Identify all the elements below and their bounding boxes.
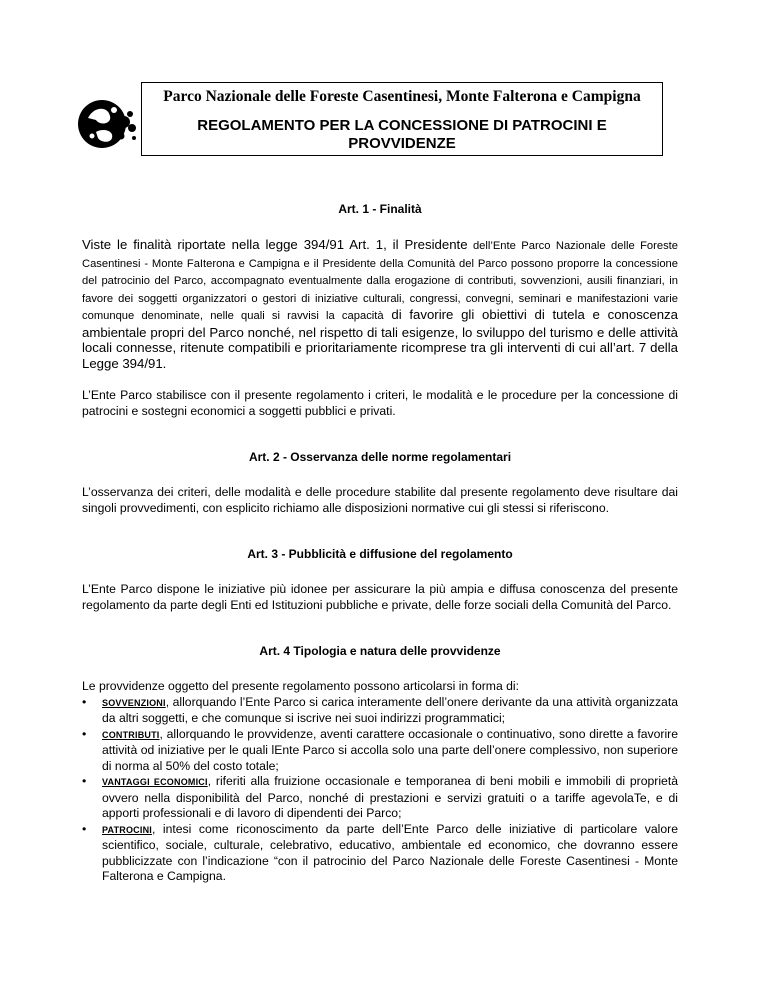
- article-1-paragraph-2: L’Ente Parco stabilisce con il presente regolamento i criteri, le modalità e le procedure per la concessione di patrocini e sostegni economici a soggetti pubblici e privati.: [82, 388, 678, 418]
- item-text: , riferiti alla fruizione occasionale e temporanea di beni mobili e immobili di proprietà ovvero nella disponibilità del Parco, nonché di prestazioni e servizi gratuiti o a tariffe agevolaTe, e di apporti professionali e di lavoro di dipendenti dei Parco;: [102, 774, 678, 820]
- article-3-paragraph-1: L’Ente Parco dispone le iniziative più idonee per assicurare la più ampia e diffusa conoscenza del presente regolamento da parte degli Enti ed Istituzioni pubbliche e private, delle forze sociali della Comunità del Parco.: [82, 582, 678, 612]
- article-4-title: Art. 4 Tipologia e natura delle provvidenze: [259, 644, 501, 658]
- article-1-paragraph-1: [82, 237, 678, 371]
- list-item: [82, 727, 678, 775]
- item-keyword: PATROCINI: [102, 824, 152, 835]
- document-title-line-2: PROVVIDENZE: [348, 135, 456, 152]
- list-item: [82, 822, 678, 885]
- list-item: [82, 695, 678, 727]
- article-1-text-c: di favorire gli obiettivi di tutela e conoscenza ambientale propri del Parco nonché, nel rispetto di tali esigenze, lo sviluppo del turismo e delle attività locali connesse, ritenute compatibili e prioritariamente ricomprese tra gli interventi di cui all’art. 7 della Legge 394/91.: [82, 307, 678, 371]
- article-1-text-b: dell’Ente Parco Nazionale delle Foreste Casentinesi - Monte FaIterona e Campigna e il Presidente della Comunità del Parco possono proporre la concessione del patrocinio del Parco, accompagnato eventualmente dalla erogazione di contributi, sovvenzioni, ausili finanziari, in favore dei soggetti organizzatori o gestori di iniziative culturali, congressi, convegni, seminari e manifestazioni varie comunque denominate, nelle quali si ravvisi la capacità: [82, 240, 678, 322]
- bullet: •: [82, 726, 87, 741]
- article-1-title: Art. 1 - Finalità: [338, 202, 422, 216]
- park-name: Parco Nazionale delle Foreste Casentinesi, Monte Falterona e Campigna: [163, 88, 641, 105]
- bullet: •: [82, 694, 87, 709]
- article-1-text-a: Viste le finalità riportate nella legge 394/91 Art. 1, il Presidente: [82, 237, 468, 252]
- list-item: [82, 774, 678, 822]
- park-logo-icon: [74, 92, 138, 156]
- article-2-paragraph-1: L’osservanza dei criteri, delle modalità e delle procedure stabilite dal presente regolamento deve risultare dai singoli provvedimenti, con esplicito richiamo alle disposizioni normative cui gli stessi si riferiscono.: [82, 485, 678, 515]
- bullet: •: [82, 821, 87, 836]
- document-body: [82, 202, 678, 885]
- document-title-line-1: REGOLAMENTO PER LA CONCESSIONE DI PATROCINI E: [197, 117, 607, 134]
- document-title: [142, 117, 662, 153]
- item-text: , intesi come riconoscimento da parte dell’Ente Parco delle iniziative di particolare valore scientifico, sociale, culturale, celebrativo, educativo, ambientale ed economico, che dovranno essere pubblicizzate con l’indicazione “con il patrocinio del Parco Nazionale delle Foreste Casentinesi - Monte Falterona e Campigna.: [102, 821, 678, 883]
- article-2-title: Art. 2 - Osservanza delle norme regolamentari: [248, 450, 512, 464]
- document-header: [141, 82, 663, 156]
- item-text: , allorquando l’Ente Parco si carica interamente dell’onere derivante da una attività organizzata da altri soggetti, e che comunque si iscrive nei suoi indirizzi programmatici;: [102, 694, 678, 725]
- item-keyword: CONTRIBUTI: [102, 729, 160, 740]
- item-keyword: VANTAGGI ECONOMICI: [102, 777, 208, 787]
- article-3-title: Art. 3 - Pubblicità e diffusione del regolamento: [247, 547, 513, 561]
- article-4-intro: Le provvidenze oggetto del presente regolamento possono articolarsi in forma di:: [82, 679, 519, 693]
- provvidenze-list: [82, 695, 678, 885]
- item-text: , allorquando le provvidenze, aventi carattere occasionale o continuativo, sono dirette a favorire attività od iniziative per le quali lEnte Parco si accolla solo una parte dell’onere complessivo, non superiore di norma al 50% del costo totale;: [102, 726, 678, 773]
- item-keyword: SOVVENZIONI: [102, 697, 166, 708]
- bullet: •: [82, 774, 87, 788]
